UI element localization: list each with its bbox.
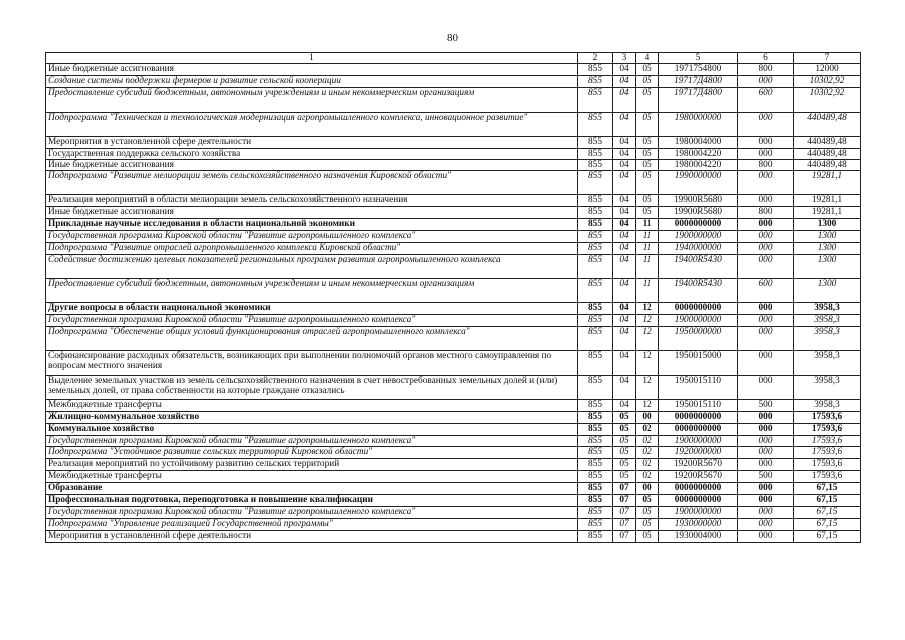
expense-type-cell: 000 xyxy=(738,495,794,507)
header-cell: 3 xyxy=(613,53,636,64)
target-article-cell: 1900000000 xyxy=(659,315,738,327)
subsection-cell: 12 xyxy=(636,315,659,327)
ministry-code-cell: 855 xyxy=(578,412,613,424)
section-cell: 04 xyxy=(613,279,636,303)
target-article-cell: 19400R5430 xyxy=(659,279,738,303)
row-name-cell: Мероприятия в установленной сфере деятельности xyxy=(46,531,578,543)
header-cell: 7 xyxy=(794,53,861,64)
expense-type-cell: 000 xyxy=(738,255,794,279)
table-row xyxy=(46,436,861,447)
table-row xyxy=(46,424,861,436)
amount-cell: 67,15 xyxy=(794,519,861,531)
subsection-cell: 05 xyxy=(636,137,659,149)
table-row xyxy=(46,471,861,483)
table-row xyxy=(46,327,861,351)
expense-type-cell: 800 xyxy=(738,160,794,171)
target-article-cell: 0000000000 xyxy=(659,303,738,315)
subsection-cell: 02 xyxy=(636,424,659,436)
table-row xyxy=(46,88,861,113)
header-cell: 5 xyxy=(659,53,738,64)
expense-type-cell: 800 xyxy=(738,207,794,219)
section-cell: 04 xyxy=(613,207,636,219)
ministry-code-cell: 855 xyxy=(578,424,613,436)
subsection-cell: 05 xyxy=(636,76,659,88)
header-cell: 4 xyxy=(636,53,659,64)
ministry-code-cell: 855 xyxy=(578,315,613,327)
table-row xyxy=(46,412,861,424)
row-name-cell: Государственная программа Кировской области "Развитие агропромышленного комплекса" xyxy=(46,507,578,519)
section-cell: 07 xyxy=(613,483,636,495)
header-row xyxy=(46,53,861,64)
amount-cell: 19281,1 xyxy=(794,171,861,195)
section-cell: 05 xyxy=(613,436,636,447)
section-cell: 04 xyxy=(613,255,636,279)
expense-type-cell: 000 xyxy=(738,231,794,243)
amount-cell: 1300 xyxy=(794,219,861,231)
subsection-cell: 00 xyxy=(636,483,659,495)
amount-cell: 17593,6 xyxy=(794,424,861,436)
amount-cell: 17593,6 xyxy=(794,436,861,447)
amount-cell: 17593,6 xyxy=(794,459,861,471)
ministry-code-cell: 855 xyxy=(578,243,613,255)
section-cell: 04 xyxy=(613,88,636,113)
amount-cell: 67,15 xyxy=(794,495,861,507)
subsection-cell: 12 xyxy=(636,400,659,412)
table-row xyxy=(46,219,861,231)
row-name-cell: Реализация мероприятий в области мелиорации земель сельскохозяйственного назначения xyxy=(46,195,578,207)
subsection-cell: 05 xyxy=(636,531,659,543)
amount-cell: 1300 xyxy=(794,243,861,255)
expense-type-cell: 500 xyxy=(738,471,794,483)
subsection-cell: 05 xyxy=(636,160,659,171)
section-cell: 05 xyxy=(613,447,636,459)
amount-cell: 440489,48 xyxy=(794,160,861,171)
row-name-cell: Иные бюджетные ассигнования xyxy=(46,207,578,219)
section-cell: 04 xyxy=(613,160,636,171)
row-name-cell: Софинансирование расходных обязательств, возникающих при выполнении полномочий органов местного самоуправления по вопросам местного значения xyxy=(46,351,578,376)
subsection-cell: 05 xyxy=(636,495,659,507)
subsection-cell: 11 xyxy=(636,279,659,303)
section-cell: 04 xyxy=(613,149,636,160)
expense-type-cell: 000 xyxy=(738,436,794,447)
row-name-cell: Подпрограмма "Развитие отраслей агропромышленного комплекса Кировской области" xyxy=(46,243,578,255)
target-article-cell: 1940000000 xyxy=(659,243,738,255)
subsection-cell: 11 xyxy=(636,219,659,231)
row-name-cell: Прикладные научные исследования в области национальной экономики xyxy=(46,219,578,231)
expense-type-cell: 000 xyxy=(738,315,794,327)
table-row xyxy=(46,255,861,279)
expense-type-cell: 600 xyxy=(738,88,794,113)
subsection-cell: 05 xyxy=(636,149,659,160)
amount-cell: 19281,1 xyxy=(794,195,861,207)
table-row xyxy=(46,137,861,149)
section-cell: 04 xyxy=(613,76,636,88)
target-article-cell: 19717Д4800 xyxy=(659,88,738,113)
row-name-cell: Выделение земельных участков из земель сельскохозяйственного назначения в счет невостребованных земельных долей и (или) земельных долей, от права собственности на которые граждане отказались xyxy=(46,376,578,400)
section-cell: 04 xyxy=(613,231,636,243)
expense-type-cell: 000 xyxy=(738,113,794,137)
amount-cell: 440489,48 xyxy=(794,149,861,160)
header-cell: 2 xyxy=(578,53,613,64)
amount-cell: 17593,6 xyxy=(794,412,861,424)
subsection-cell: 02 xyxy=(636,447,659,459)
row-name-cell: Государственная программа Кировской области "Развитие агропромышленного комплекса" xyxy=(46,436,578,447)
subsection-cell: 00 xyxy=(636,412,659,424)
expense-type-cell: 000 xyxy=(738,243,794,255)
subsection-cell: 05 xyxy=(636,195,659,207)
subsection-cell: 12 xyxy=(636,376,659,400)
row-name-cell: Коммунальное хозяйство xyxy=(46,424,578,436)
expense-type-cell: 000 xyxy=(738,149,794,160)
target-article-cell: 1920000000 xyxy=(659,447,738,459)
row-name-cell: Иные бюджетные ассигнования xyxy=(46,64,578,76)
target-article-cell: 1950015110 xyxy=(659,400,738,412)
row-name-cell: Межбюджетные трансферты xyxy=(46,400,578,412)
amount-cell: 3958,3 xyxy=(794,400,861,412)
table-row xyxy=(46,400,861,412)
budget-table xyxy=(45,52,861,543)
row-name-cell: Подпрограмма "Обеспечение общих условий функционирования отраслей агропромышленного комплекса" xyxy=(46,327,578,351)
expense-type-cell: 000 xyxy=(738,137,794,149)
amount-cell: 67,15 xyxy=(794,531,861,543)
table-row xyxy=(46,507,861,519)
section-cell: 07 xyxy=(613,519,636,531)
target-article-cell: 0000000000 xyxy=(659,495,738,507)
section-cell: 04 xyxy=(613,219,636,231)
target-article-cell: 1900000000 xyxy=(659,507,738,519)
row-name-cell: Жилищно-коммунальное хозяйство xyxy=(46,412,578,424)
section-cell: 07 xyxy=(613,507,636,519)
amount-cell: 12000 xyxy=(794,64,861,76)
subsection-cell: 12 xyxy=(636,327,659,351)
table-row xyxy=(46,64,861,76)
target-article-cell: 1971754800 xyxy=(659,64,738,76)
ministry-code-cell: 855 xyxy=(578,231,613,243)
expense-type-cell: 000 xyxy=(738,76,794,88)
table-row xyxy=(46,113,861,137)
amount-cell: 3958,3 xyxy=(794,351,861,376)
ministry-code-cell: 855 xyxy=(578,137,613,149)
row-name-cell: Предоставление субсидий бюджетным, автономным учреждениям и иным некоммерческим организациям xyxy=(46,279,578,303)
table-row xyxy=(46,231,861,243)
ministry-code-cell: 855 xyxy=(578,531,613,543)
row-name-cell: Создание системы поддержки фермеров и развитие сельской кооперации xyxy=(46,76,578,88)
section-cell: 04 xyxy=(613,64,636,76)
target-article-cell: 1980004000 xyxy=(659,137,738,149)
target-article-cell: 1990000000 xyxy=(659,171,738,195)
table-row xyxy=(46,171,861,195)
subsection-cell: 05 xyxy=(636,64,659,76)
ministry-code-cell: 855 xyxy=(578,436,613,447)
ministry-code-cell: 855 xyxy=(578,400,613,412)
target-article-cell: 0000000000 xyxy=(659,219,738,231)
table-row xyxy=(46,195,861,207)
section-cell: 04 xyxy=(613,171,636,195)
ministry-code-cell: 855 xyxy=(578,507,613,519)
amount-cell: 440489,48 xyxy=(794,113,861,137)
target-article-cell: 19200R5670 xyxy=(659,459,738,471)
section-cell: 07 xyxy=(613,531,636,543)
ministry-code-cell: 855 xyxy=(578,495,613,507)
header-cell: 6 xyxy=(738,53,794,64)
table-row xyxy=(46,160,861,171)
table-row xyxy=(46,483,861,495)
target-article-cell: 19900R5680 xyxy=(659,195,738,207)
target-article-cell: 1950000000 xyxy=(659,327,738,351)
section-cell: 04 xyxy=(613,400,636,412)
amount-cell: 19281,1 xyxy=(794,207,861,219)
target-article-cell: 19717Д4800 xyxy=(659,76,738,88)
expense-type-cell: 000 xyxy=(738,303,794,315)
expense-type-cell: 000 xyxy=(738,219,794,231)
expense-type-cell: 000 xyxy=(738,351,794,376)
expense-type-cell: 000 xyxy=(738,424,794,436)
row-name-cell: Подпрограмма "Управление реализацией Государственной программы" xyxy=(46,519,578,531)
section-cell: 04 xyxy=(613,327,636,351)
expense-type-cell: 000 xyxy=(738,376,794,400)
expense-type-cell: 000 xyxy=(738,195,794,207)
row-name-cell: Подпрограмма "Устойчивое развитие сельских территорий Кировской области" xyxy=(46,447,578,459)
expense-type-cell: 000 xyxy=(738,447,794,459)
row-name-cell: Другие вопросы в области национальной экономики xyxy=(46,303,578,315)
row-name-cell: Реализация мероприятий по устойчивому развитию сельских территорий xyxy=(46,459,578,471)
target-article-cell: 1950015000 xyxy=(659,351,738,376)
ministry-code-cell: 855 xyxy=(578,459,613,471)
amount-cell: 1300 xyxy=(794,231,861,243)
subsection-cell: 12 xyxy=(636,303,659,315)
table-row xyxy=(46,376,861,400)
subsection-cell: 05 xyxy=(636,207,659,219)
table-row xyxy=(46,531,861,543)
table-row xyxy=(46,519,861,531)
target-article-cell: 1980000000 xyxy=(659,113,738,137)
section-cell: 04 xyxy=(613,137,636,149)
row-name-cell: Государственная программа Кировской области "Развитие агропромышленного комплекса" xyxy=(46,315,578,327)
target-article-cell: 19400R5430 xyxy=(659,255,738,279)
target-article-cell: 19200R5670 xyxy=(659,471,738,483)
expense-type-cell: 600 xyxy=(738,279,794,303)
expense-type-cell: 800 xyxy=(738,64,794,76)
amount-cell: 67,15 xyxy=(794,507,861,519)
expense-type-cell: 000 xyxy=(738,412,794,424)
section-cell: 05 xyxy=(613,412,636,424)
subsection-cell: 05 xyxy=(636,88,659,113)
ministry-code-cell: 855 xyxy=(578,351,613,376)
expense-type-cell: 000 xyxy=(738,459,794,471)
amount-cell: 3958,3 xyxy=(794,303,861,315)
subsection-cell: 11 xyxy=(636,231,659,243)
table-row xyxy=(46,76,861,88)
expense-type-cell: 000 xyxy=(738,531,794,543)
ministry-code-cell: 855 xyxy=(578,303,613,315)
amount-cell: 17593,6 xyxy=(794,447,861,459)
table-row xyxy=(46,315,861,327)
ministry-code-cell: 855 xyxy=(578,171,613,195)
subsection-cell: 11 xyxy=(636,243,659,255)
ministry-code-cell: 855 xyxy=(578,219,613,231)
ministry-code-cell: 855 xyxy=(578,519,613,531)
subsection-cell: 05 xyxy=(636,519,659,531)
table-row xyxy=(46,351,861,376)
target-article-cell: 0000000000 xyxy=(659,483,738,495)
ministry-code-cell: 855 xyxy=(578,279,613,303)
ministry-code-cell: 855 xyxy=(578,160,613,171)
table-row xyxy=(46,243,861,255)
ministry-code-cell: 855 xyxy=(578,88,613,113)
target-article-cell: 1930004000 xyxy=(659,531,738,543)
expense-type-cell: 000 xyxy=(738,483,794,495)
subsection-cell: 11 xyxy=(636,255,659,279)
ministry-code-cell: 855 xyxy=(578,64,613,76)
table-row xyxy=(46,495,861,507)
section-cell: 05 xyxy=(613,471,636,483)
section-cell: 05 xyxy=(613,424,636,436)
subsection-cell: 12 xyxy=(636,351,659,376)
row-name-cell: Образование xyxy=(46,483,578,495)
target-article-cell: 0000000000 xyxy=(659,424,738,436)
subsection-cell: 05 xyxy=(636,507,659,519)
ministry-code-cell: 855 xyxy=(578,113,613,137)
target-article-cell: 1950015110 xyxy=(659,376,738,400)
expense-type-cell: 000 xyxy=(738,519,794,531)
expense-type-cell: 000 xyxy=(738,507,794,519)
target-article-cell: 0000000000 xyxy=(659,412,738,424)
amount-cell: 17593,6 xyxy=(794,471,861,483)
target-article-cell: 19900R5680 xyxy=(659,207,738,219)
subsection-cell: 02 xyxy=(636,459,659,471)
amount-cell: 10302,92 xyxy=(794,88,861,113)
row-name-cell: Подпрограмма "Развитие мелиорации земель сельскохозяйственного назначения Кировской области" xyxy=(46,171,578,195)
row-name-cell: Государственная поддержка сельского хозяйства xyxy=(46,149,578,160)
ministry-code-cell: 855 xyxy=(578,255,613,279)
amount-cell: 10302,92 xyxy=(794,76,861,88)
subsection-cell: 05 xyxy=(636,171,659,195)
subsection-cell: 02 xyxy=(636,436,659,447)
target-article-cell: 1930000000 xyxy=(659,519,738,531)
subsection-cell: 05 xyxy=(636,113,659,137)
table-row xyxy=(46,149,861,160)
ministry-code-cell: 855 xyxy=(578,76,613,88)
row-name-cell: Государственная программа Кировской области "Развитие агропромышленного комплекса" xyxy=(46,231,578,243)
section-cell: 04 xyxy=(613,303,636,315)
row-name-cell: Иные бюджетные ассигнования xyxy=(46,160,578,171)
amount-cell: 1300 xyxy=(794,279,861,303)
ministry-code-cell: 855 xyxy=(578,376,613,400)
expense-type-cell: 000 xyxy=(738,327,794,351)
amount-cell: 3958,3 xyxy=(794,327,861,351)
row-name-cell: Профессиональная подготовка, переподготовка и повышение квалификации xyxy=(46,495,578,507)
section-cell: 04 xyxy=(613,113,636,137)
page-number: 80 xyxy=(447,32,458,44)
target-article-cell: 1980004220 xyxy=(659,160,738,171)
ministry-code-cell: 855 xyxy=(578,149,613,160)
section-cell: 04 xyxy=(613,315,636,327)
section-cell: 04 xyxy=(613,195,636,207)
ministry-code-cell: 855 xyxy=(578,195,613,207)
table-row xyxy=(46,447,861,459)
amount-cell: 67,15 xyxy=(794,483,861,495)
target-article-cell: 1980004220 xyxy=(659,149,738,160)
table-row xyxy=(46,459,861,471)
row-name-cell: Межбюджетные трансферты xyxy=(46,471,578,483)
row-name-cell: Подпрограмма "Техническая и технологическая модернизация агропромышленного комплекса, инновационное развитие" xyxy=(46,113,578,137)
header-cell: 1 xyxy=(46,53,578,64)
ministry-code-cell: 855 xyxy=(578,471,613,483)
amount-cell: 440489,48 xyxy=(794,137,861,149)
expense-type-cell: 000 xyxy=(738,171,794,195)
amount-cell: 3958,3 xyxy=(794,376,861,400)
row-name-cell: Содействие достижению целевых показателей региональных программ развития агропромышленного комплекса xyxy=(46,255,578,279)
ministry-code-cell: 855 xyxy=(578,327,613,351)
target-article-cell: 1900000000 xyxy=(659,231,738,243)
amount-cell: 1300 xyxy=(794,255,861,279)
amount-cell: 3958,3 xyxy=(794,315,861,327)
row-name-cell: Мероприятия в установленной сфере деятельности xyxy=(46,137,578,149)
table-row xyxy=(46,279,861,303)
table-row xyxy=(46,303,861,315)
expense-type-cell: 500 xyxy=(738,400,794,412)
section-cell: 04 xyxy=(613,243,636,255)
section-cell: 05 xyxy=(613,459,636,471)
ministry-code-cell: 855 xyxy=(578,447,613,459)
section-cell: 07 xyxy=(613,495,636,507)
row-name-cell: Предоставление субсидий бюджетным, автономным учреждениям и иным некоммерческим организациям xyxy=(46,88,578,113)
section-cell: 04 xyxy=(613,376,636,400)
ministry-code-cell: 855 xyxy=(578,483,613,495)
section-cell: 04 xyxy=(613,351,636,376)
table-row xyxy=(46,207,861,219)
ministry-code-cell: 855 xyxy=(578,207,613,219)
subsection-cell: 02 xyxy=(636,471,659,483)
target-article-cell: 1900000000 xyxy=(659,436,738,447)
